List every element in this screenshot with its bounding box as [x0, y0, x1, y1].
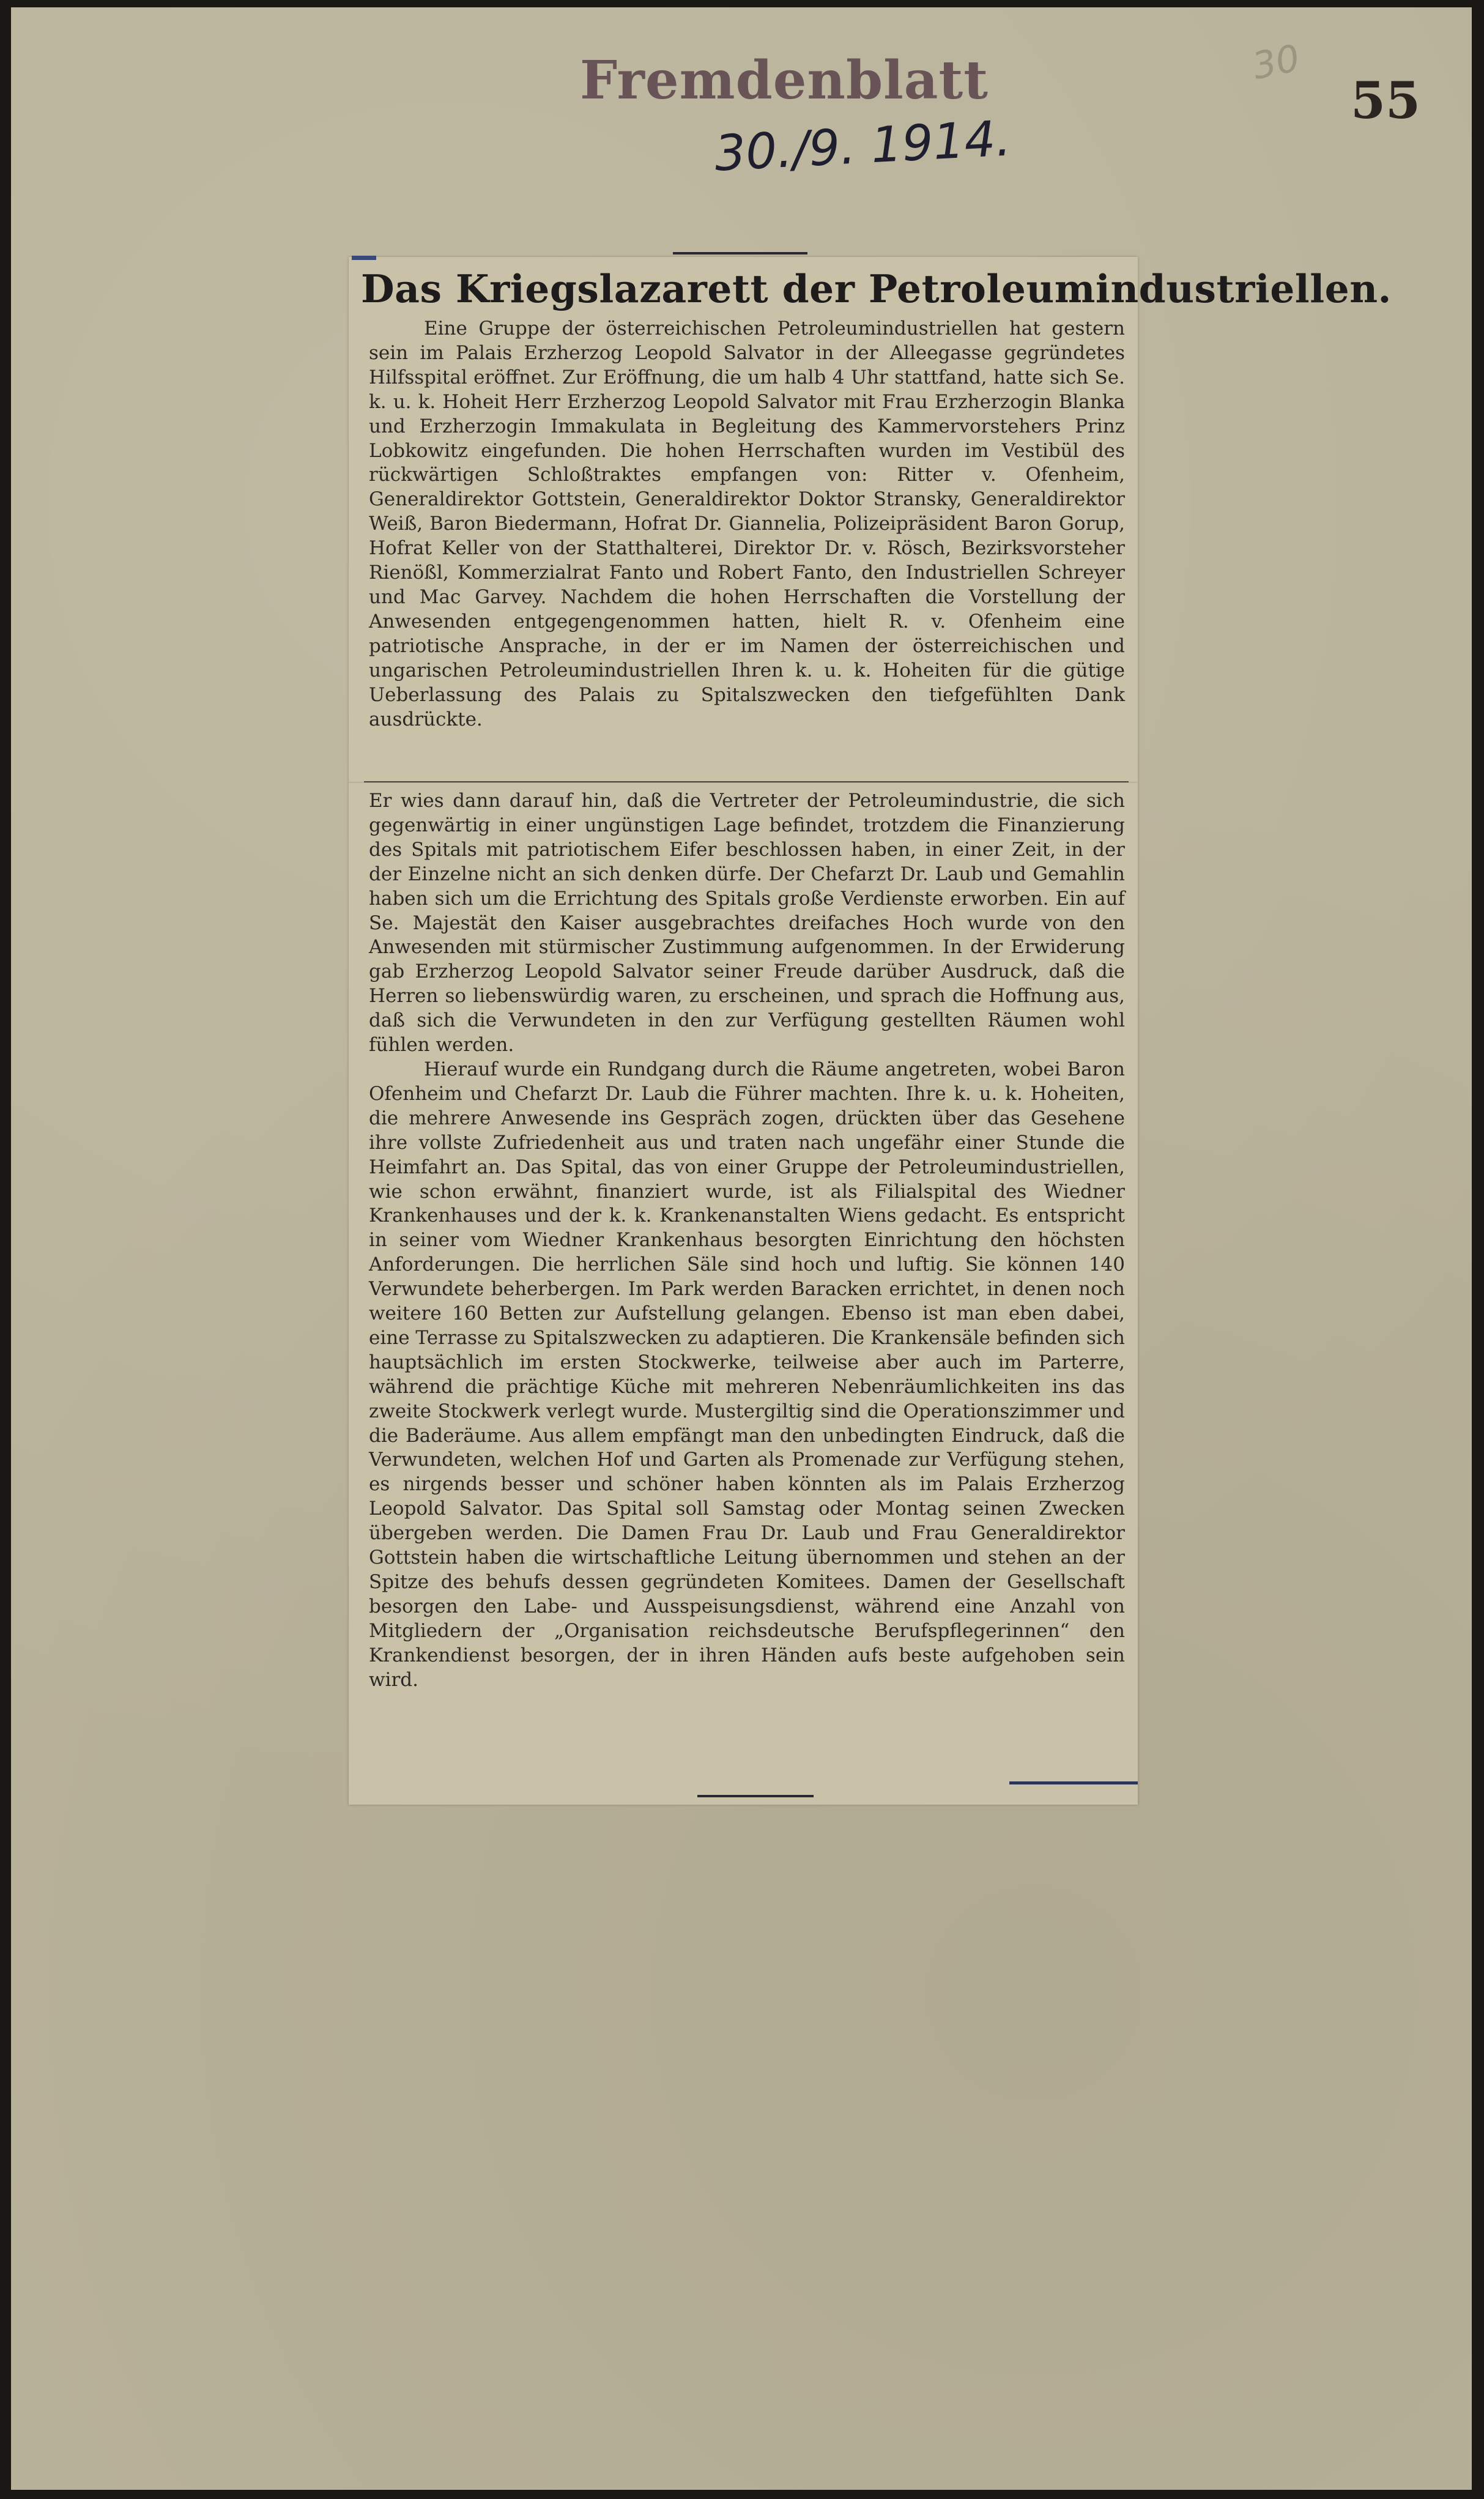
page-number: 55	[1351, 72, 1421, 130]
rule-top	[673, 252, 807, 254]
article-paragraph: Hierauf wurde ein Rundgang durch die Räume angetreten, wobei Baron Ofenheim und Chefarzt Dr. Laub die Führer machten. Ihre k. u. k. Hoheiten, die mehrere Anwesende ins Gespräch zogen, drückten über das Gesehene ihre vollste Zufriedenheit aus und traten nach ungefähr einer Stunde die Heimfahrt an. Das Spital, das von einer Gruppe der Petroleumindustriellen, wie schon erwähnt, finanziert wurde, ist als Filialspital des Wiedner Krankenhauses und der k. k. Krankenanstalten Wiens gedacht. Es entspricht in seiner vom Wiedner Krankenhaus besorgten Einrichtung den höchsten Anforderungen. Die herrlichen Säle sind hoch und luftig. Sie können 140 Verwundete beherbergen. Im Park werden Baracken errichtet, in denen noch weitere 160 Betten zur Aufstellung gelangen. Ebenso ist man eben dabei, eine Terrasse zu Spitalszwecken zu adaptieren. Die Krankensäle befinden sich hauptsächlich im ersten Stockwerke, teilweise aber auch im Parterre, während die prächtige Küche mit mehreren Nebenräumlichkeiten ins das zweite Stockwerk verlegt wurde. Mustergiltig sind die Operationszimmer und die Baderäume. Aus allem empfängt man den unbedingten Eindruck, daß die Verwundeten, welchen Hof und Garten als Promenade zur Verfügung stehen, es nirgends besser und schöner haben könnten als im Palais Erzherzog Leopold Salvator. Das Spital soll Samstag oder Montag seinen Zwecken übergeben werden. Die Damen Frau Dr. Laub und Frau Generaldirektor Gottstein haben die wirtschaftliche Leitung übernommen und stehen an der Spitze des behufs dessen gegründeten Komitees. Damen der Gesellschaft besorgen den Labe- und Ausspeisungsdienst, während eine Anzahl von Mitgliedern der „Organisation reichsdeutsche Berufspflegerinnen“ den Krankendienst besorgen, der in ihren Händen aufs beste aufgehoben sein wird.	[369, 1058, 1125, 1691]
handwritten-date: 30./9. 1914.	[713, 110, 1013, 182]
article-column-lower	[369, 789, 1125, 1786]
blue-pencil-tick	[352, 256, 376, 260]
clipping-divider	[364, 781, 1129, 782]
rule-bottom-right	[1009, 1781, 1138, 1784]
article-column-upper	[369, 317, 1125, 779]
article-paragraph: Eine Gruppe der österreichischen Petroleumindustriellen hat gestern sein im Palais Erzherzog Leopold Salvator in der Alleegasse gegründetes Hilfsspital eröffnet. Zur Eröffnung, die um halb 4 Uhr stattfand, hatte sich Se. k. u. k. Hoheit Herr Erzherzog Leopold Salvator mit Frau Erzherzogin Blanka und Erzherzogin Immakulata in Begleitung des Kammervorstehers Prinz Lobkowitz eingefunden. Die hohen Herrschaften wurden im Vestibül des rückwärtigen Schloßtraktes empfangen von: Ritter v. Ofenheim, Generaldirektor Gottstein, Generaldirektor Doktor Stransky, Generaldirektor Weiß, Baron Biedermann, Hofrat Dr. Giannelia, Polizeipräsident Baron Gorup, Hofrat Keller von der Statthalterei, Direktor Dr. v. Rösch, Bezirksvorsteher Rienößl, Kommerzialrat Fanto und Robert Fanto, den Industriellen Schreyer und Mac Garvey. Nachdem die hohen Herrschaften die Vorstellung der Anwesenden entgegengenommen hatten, hielt R. v. Ofenheim eine patriotische Ansprache, in der er im Namen der österreichischen und ungarischen Petroleumindustriellen Ihren k. u. k. Hoheiten für die gütige Ueberlassung des Palais zu Spitalszwecken den tiefgefühlten Dank ausdrückte.	[369, 317, 1125, 730]
newspaper-stamp: Fremdenblatt	[580, 50, 989, 111]
article-paragraph: Er wies dann darauf hin, daß die Vertreter der Petroleumindustrie, die sich gegenwärtig in einer ungünstigen Lage befindet, trotzdem die Finanzierung des Spitals mit patriotischem Eifer beschlossen haben, in einer Zeit, in der der Einzelne nicht an sich denken dürfe. Der Chefarzt Dr. Laub und Gemahlin haben sich um die Errichtung des Spitals große Verdienste erworben. Ein auf Se. Majestät den Kaiser ausgebrachtes dreifaches Hoch wurde von den Anwesenden mit stürmischer Zustimmung aufgenommen. In der Erwiderung gab Erzherzog Leopold Salvator seiner Freude darüber Ausdruck, daß die Herren so liebenswürdig waren, zu erscheinen, und sprach die Hoffnung aus, daß sich die Verwundeten in den zur Verfügung gestellten Räumen wohl fühlen werden.	[369, 790, 1125, 1056]
rule-bottom-left	[697, 1795, 814, 1797]
article-headline: Das Kriegslazarett der Petroleumindustriellen.	[361, 266, 1392, 311]
pencil-mark: 30	[1248, 36, 1304, 89]
